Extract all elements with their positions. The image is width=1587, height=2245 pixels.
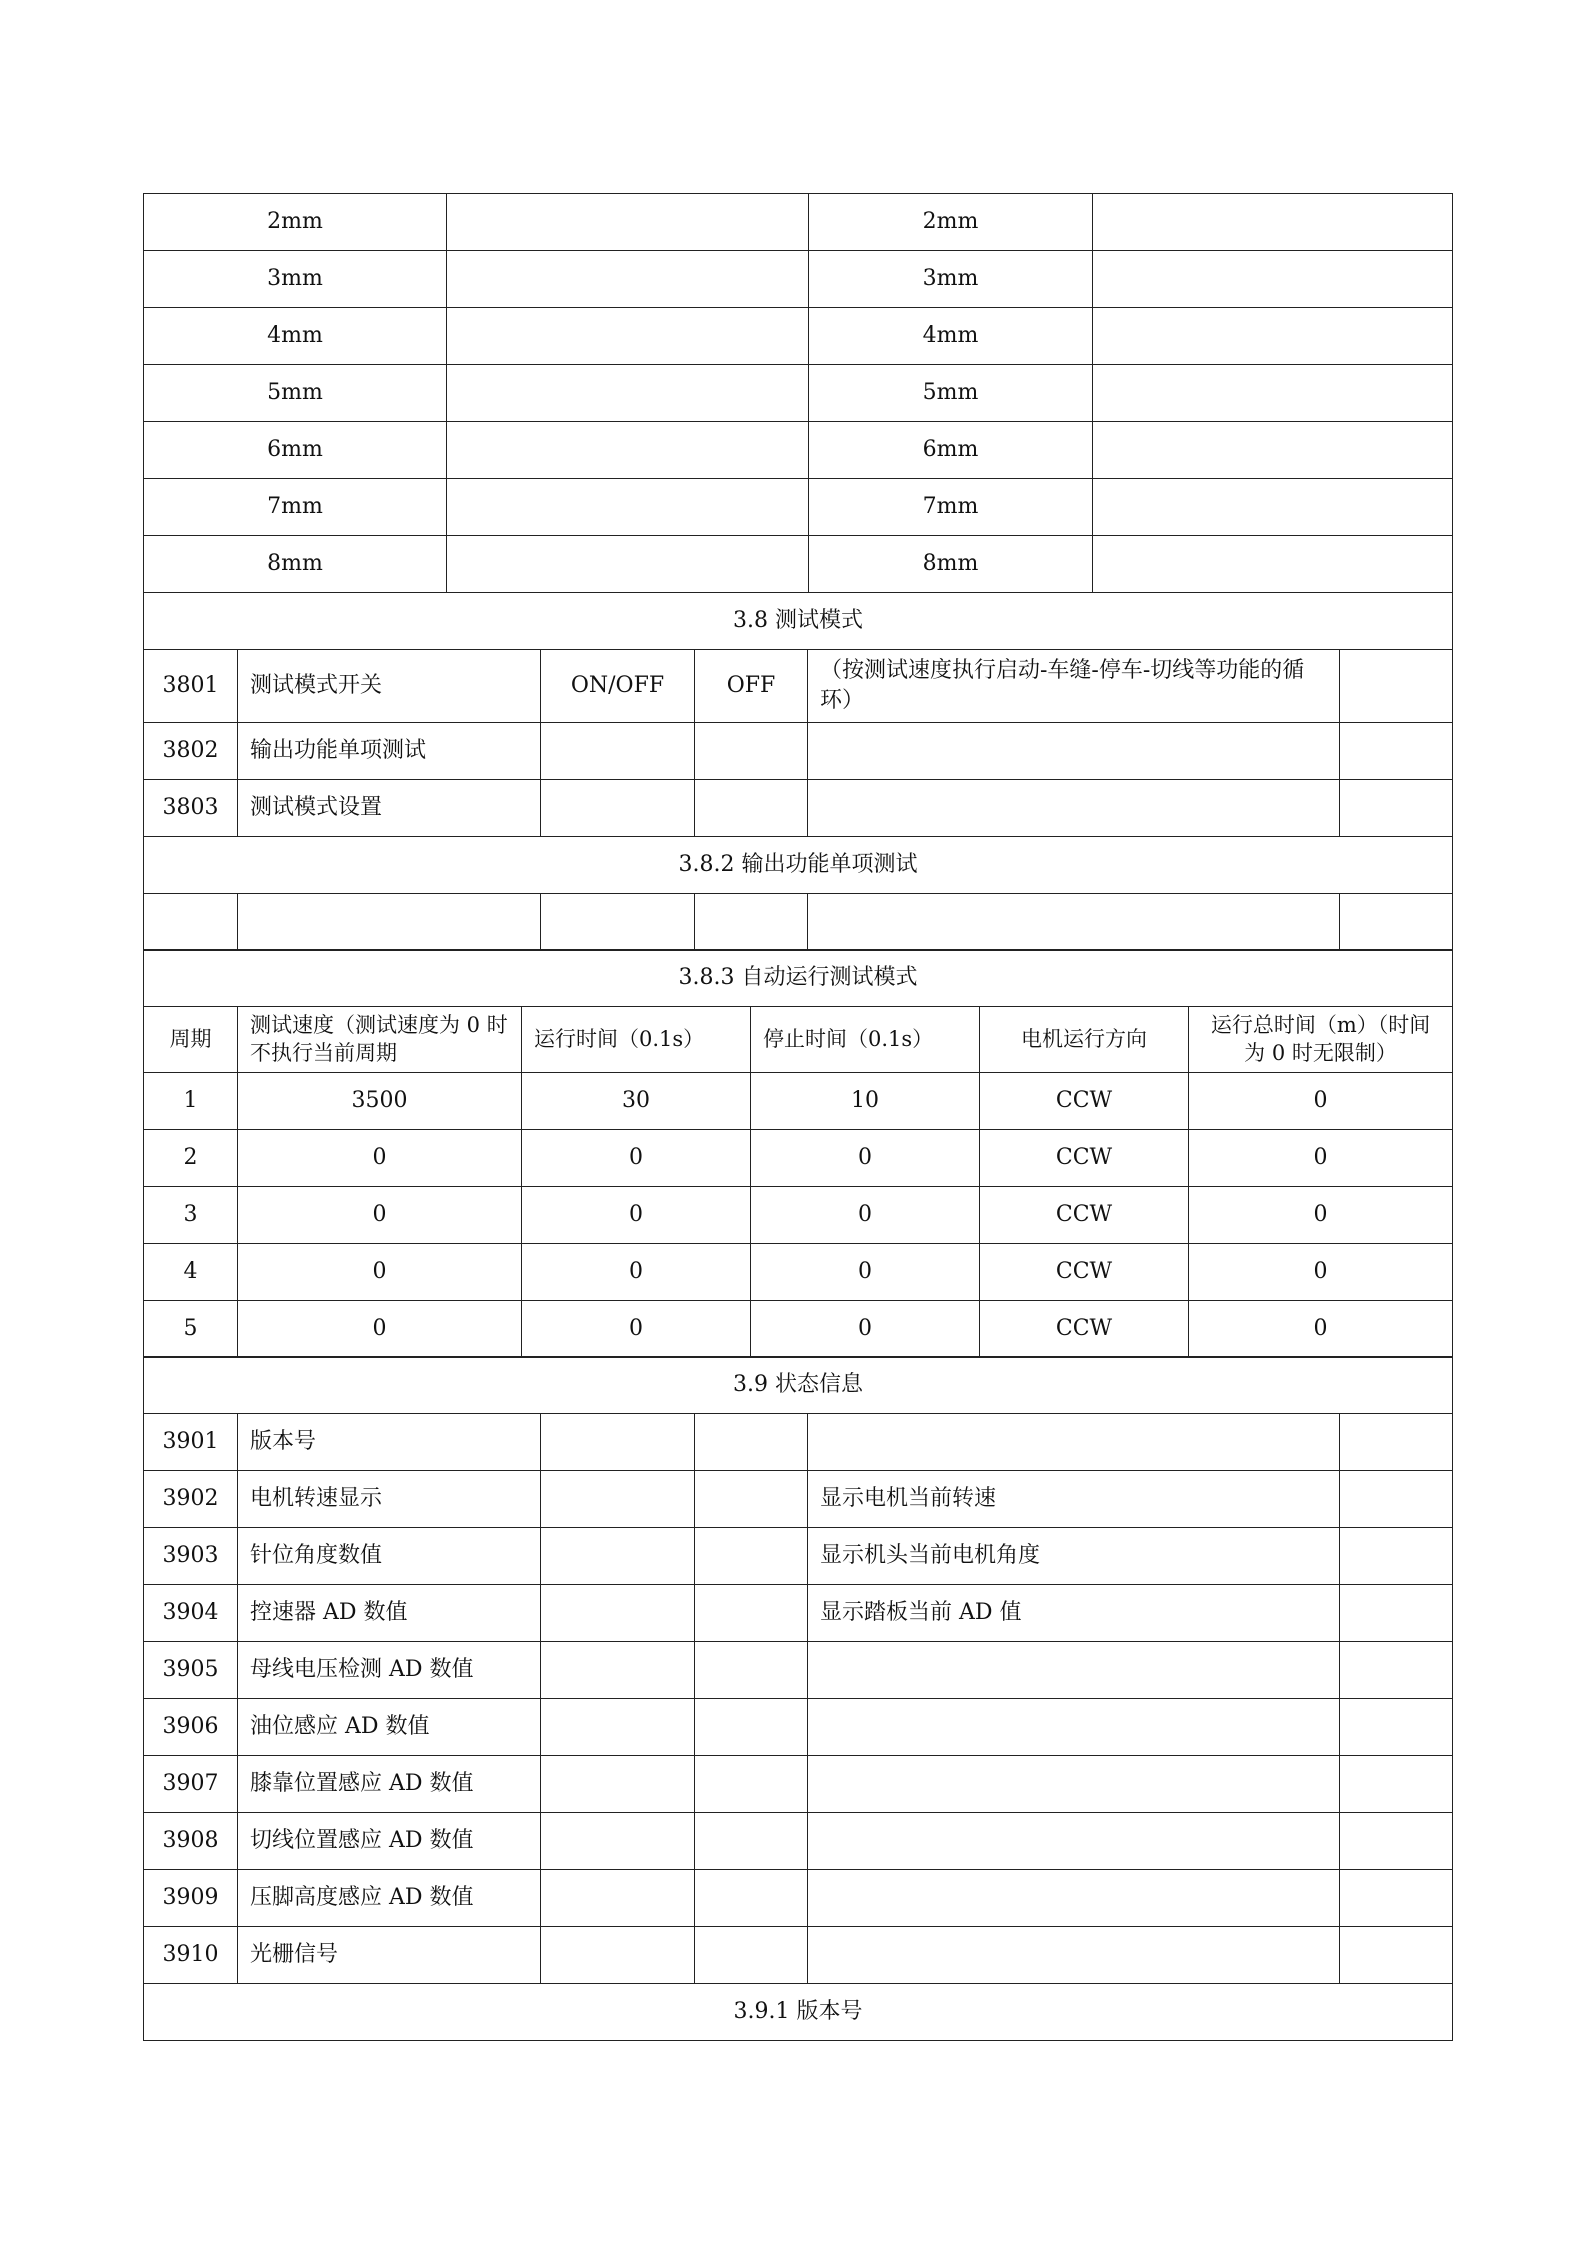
mm-right: 2mm bbox=[809, 194, 1093, 251]
cell-stop-time: 0 bbox=[751, 1186, 980, 1243]
param-code: 3801 bbox=[144, 649, 238, 722]
param-code: 3906 bbox=[144, 1699, 238, 1756]
cell-direction: CCW bbox=[980, 1186, 1189, 1243]
table-row bbox=[144, 1129, 1453, 1186]
param-desc: （按测试速度执行启动-车缝-停车-切线等功能的循环） bbox=[808, 649, 1340, 722]
cell-run-time: 0 bbox=[522, 1129, 751, 1186]
cell-stop-time: 0 bbox=[751, 1129, 980, 1186]
cell-period: 5 bbox=[144, 1300, 238, 1357]
param-name: 测试模式开关 bbox=[238, 649, 541, 722]
param-code: 3909 bbox=[144, 1870, 238, 1927]
cell-direction: CCW bbox=[980, 1129, 1189, 1186]
param-name: 膝靠位置感应 AD 数值 bbox=[238, 1756, 541, 1813]
table-row bbox=[144, 1528, 1453, 1585]
param-name: 电机转速显示 bbox=[238, 1471, 541, 1528]
cell-speed: 0 bbox=[238, 1186, 522, 1243]
cell-run-time: 0 bbox=[522, 1300, 751, 1357]
param-desc bbox=[808, 722, 1340, 779]
mm-right: 3mm bbox=[809, 251, 1093, 308]
cell-run-time: 30 bbox=[522, 1072, 751, 1129]
section-title-row bbox=[144, 1984, 1453, 2041]
section-title: 3.9 状态信息 bbox=[144, 1357, 1453, 1414]
cell-run-time: 0 bbox=[522, 1186, 751, 1243]
table-row bbox=[144, 1699, 1453, 1756]
cell-speed: 0 bbox=[238, 1243, 522, 1300]
param-desc bbox=[808, 779, 1340, 836]
table-row bbox=[144, 479, 1453, 536]
mm-left: 3mm bbox=[144, 251, 447, 308]
table-row bbox=[144, 1414, 1453, 1471]
param-desc bbox=[808, 1414, 1340, 1471]
param-desc bbox=[808, 1756, 1340, 1813]
param-name: 光栅信号 bbox=[238, 1927, 541, 1984]
document-page bbox=[143, 193, 1452, 2041]
param-code: 3902 bbox=[144, 1471, 238, 1528]
param-code: 3904 bbox=[144, 1585, 238, 1642]
param-default bbox=[695, 722, 808, 779]
col-header-period: 周期 bbox=[144, 1007, 238, 1073]
table-row bbox=[144, 1756, 1453, 1813]
param-range bbox=[541, 779, 695, 836]
table-row bbox=[144, 308, 1453, 365]
cell-period: 4 bbox=[144, 1243, 238, 1300]
table-row bbox=[144, 1186, 1453, 1243]
cell-direction: CCW bbox=[980, 1243, 1189, 1300]
mm-table bbox=[143, 193, 1453, 593]
param-extra bbox=[1340, 649, 1453, 722]
param-desc bbox=[808, 1813, 1340, 1870]
param-extra bbox=[1340, 779, 1453, 836]
param-name: 切线位置感应 AD 数值 bbox=[238, 1813, 541, 1870]
param-code: 3903 bbox=[144, 1528, 238, 1585]
cell-total-time: 0 bbox=[1189, 1129, 1453, 1186]
cell-period: 2 bbox=[144, 1129, 238, 1186]
mm-right: 7mm bbox=[809, 479, 1093, 536]
cell-speed: 3500 bbox=[238, 1072, 522, 1129]
param-name: 版本号 bbox=[238, 1414, 541, 1471]
cell-speed: 0 bbox=[238, 1300, 522, 1357]
param-name: 压脚高度感应 AD 数值 bbox=[238, 1870, 541, 1927]
mm-left: 2mm bbox=[144, 194, 447, 251]
cell-stop-time: 0 bbox=[751, 1300, 980, 1357]
param-code: 3803 bbox=[144, 779, 238, 836]
param-default: OFF bbox=[695, 649, 808, 722]
mm-left: 7mm bbox=[144, 479, 447, 536]
table-row bbox=[144, 649, 1453, 722]
param-desc bbox=[808, 1642, 1340, 1699]
mm-right: 5mm bbox=[809, 365, 1093, 422]
mm-right: 8mm bbox=[809, 536, 1093, 593]
section-title: 3.8.3 自动运行测试模式 bbox=[144, 950, 1453, 1007]
col-header-total-time: 运行总时间（m）（时间为 0 时无限制） bbox=[1189, 1007, 1453, 1073]
param-desc bbox=[808, 1699, 1340, 1756]
cell-period: 3 bbox=[144, 1186, 238, 1243]
param-desc bbox=[808, 1870, 1340, 1927]
cell-stop-time: 10 bbox=[751, 1072, 980, 1129]
test-mode-table bbox=[143, 592, 1453, 951]
table-row bbox=[144, 365, 1453, 422]
col-header-stop-time: 停止时间（0.1s） bbox=[751, 1007, 980, 1073]
table-header-row bbox=[144, 1007, 1453, 1073]
table-row bbox=[144, 1585, 1453, 1642]
mm-right: 6mm bbox=[809, 422, 1093, 479]
col-header-speed: 测试速度（测试速度为 0 时不执行当前周期 bbox=[238, 1007, 522, 1073]
cell-speed: 0 bbox=[238, 1129, 522, 1186]
param-default bbox=[695, 779, 808, 836]
table-row bbox=[144, 536, 1453, 593]
col-header-run-time: 运行时间（0.1s） bbox=[522, 1007, 751, 1073]
param-desc bbox=[808, 1927, 1340, 1984]
param-name: 控速器 AD 数值 bbox=[238, 1585, 541, 1642]
table-row bbox=[144, 1870, 1453, 1927]
cell-run-time: 0 bbox=[522, 1243, 751, 1300]
table-row bbox=[144, 1642, 1453, 1699]
section-title: 3.8.2 输出功能单项测试 bbox=[144, 836, 1453, 893]
param-code: 3907 bbox=[144, 1756, 238, 1813]
param-name: 针位角度数值 bbox=[238, 1528, 541, 1585]
param-name: 油位感应 AD 数值 bbox=[238, 1699, 541, 1756]
param-code: 3905 bbox=[144, 1642, 238, 1699]
mm-left: 4mm bbox=[144, 308, 447, 365]
cell-total-time: 0 bbox=[1189, 1072, 1453, 1129]
section-title-row bbox=[144, 1357, 1453, 1414]
cell-period: 1 bbox=[144, 1072, 238, 1129]
table-row bbox=[144, 779, 1453, 836]
param-code: 3901 bbox=[144, 1414, 238, 1471]
section-title: 3.9.1 版本号 bbox=[144, 1984, 1453, 2041]
mm-left: 6mm bbox=[144, 422, 447, 479]
table-row bbox=[144, 251, 1453, 308]
mm-right: 4mm bbox=[809, 308, 1093, 365]
mm-left: 8mm bbox=[144, 536, 447, 593]
table-row bbox=[144, 1813, 1453, 1870]
param-range: ON/OFF bbox=[541, 649, 695, 722]
param-name: 母线电压检测 AD 数值 bbox=[238, 1642, 541, 1699]
table-row bbox=[144, 1300, 1453, 1357]
param-code: 3802 bbox=[144, 722, 238, 779]
param-desc: 显示电机当前转速 bbox=[808, 1471, 1340, 1528]
cell-total-time: 0 bbox=[1189, 1243, 1453, 1300]
param-name: 测试模式设置 bbox=[238, 779, 541, 836]
table-row bbox=[144, 1072, 1453, 1129]
cell-direction: CCW bbox=[980, 1300, 1189, 1357]
param-code: 3910 bbox=[144, 1927, 238, 1984]
param-desc: 显示踏板当前 AD 值 bbox=[808, 1585, 1340, 1642]
table-row bbox=[144, 722, 1453, 779]
mm-left: 5mm bbox=[144, 365, 447, 422]
param-desc: 显示机头当前电机角度 bbox=[808, 1528, 1340, 1585]
auto-run-table bbox=[143, 949, 1453, 1358]
param-extra bbox=[1340, 722, 1453, 779]
col-header-direction: 电机运行方向 bbox=[980, 1007, 1189, 1073]
section-title-row bbox=[144, 592, 1453, 649]
cell-stop-time: 0 bbox=[751, 1243, 980, 1300]
table-row bbox=[144, 194, 1453, 251]
status-info-table bbox=[143, 1356, 1453, 2041]
section-title-row bbox=[144, 836, 1453, 893]
table-row bbox=[144, 1243, 1453, 1300]
param-range bbox=[541, 722, 695, 779]
param-code: 3908 bbox=[144, 1813, 238, 1870]
table-row bbox=[144, 893, 1453, 950]
cell-total-time: 0 bbox=[1189, 1300, 1453, 1357]
table-row bbox=[144, 1471, 1453, 1528]
table-row bbox=[144, 422, 1453, 479]
table-row bbox=[144, 1927, 1453, 1984]
cell-direction: CCW bbox=[980, 1072, 1189, 1129]
param-name: 输出功能单项测试 bbox=[238, 722, 541, 779]
section-title: 3.8 测试模式 bbox=[144, 592, 1453, 649]
section-title-row bbox=[144, 950, 1453, 1007]
cell-total-time: 0 bbox=[1189, 1186, 1453, 1243]
